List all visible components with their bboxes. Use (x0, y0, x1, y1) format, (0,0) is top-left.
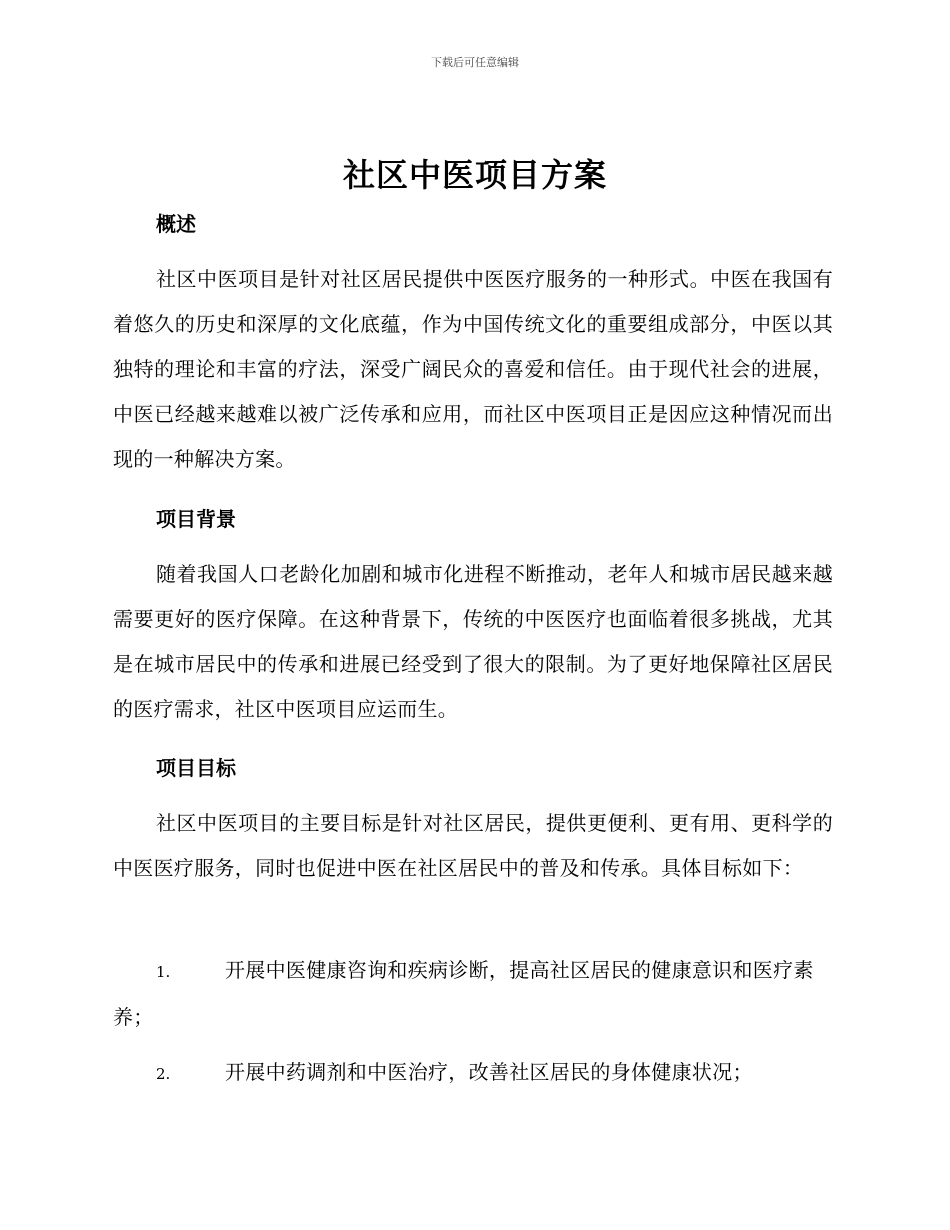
list-item-text: 开展中医健康咨询和疾病诊断，提高社区居民的健康意识和医疗素养； (113, 958, 814, 1029)
list-item-number: 1. (156, 963, 171, 981)
paragraph-goals: 社区中医项目的主要目标是针对社区居民，提供更便利、更有用、更科学的中医医疗服务，同时也促进中医在社区居民中的普及和传承。具体目标如下： (113, 811, 833, 880)
header-note: 下载后可任意编辑 (431, 56, 519, 69)
section-heading-background: 项目背景 (156, 507, 236, 531)
section-heading-goals: 项目目标 (156, 756, 236, 780)
section-heading-overview: 概述 (156, 212, 196, 236)
paragraph-background: 随着我国人口老龄化加剧和城市化进程不断推动，老年人和城市居民越来越需要更好的医疗保障。在这种背景下，传统的中医医疗也面临着很多挑战，尤其是在城市居民中的传承和进展已经受到了很大的限制。为了更好地保障社区居民的医疗需求，社区中医项目应运而生。 (113, 562, 833, 721)
list-item-number: 2. (156, 1065, 171, 1083)
document-title: 社区中医项目方案 (342, 156, 607, 194)
paragraph-overview: 社区中医项目是针对社区居民提供中医医疗服务的一种形式。中医在我国有着悠久的历史和深厚的文化底蕴，作为中国传统文化的重要组成部分，中医以其独特的理论和丰富的疗法，深受广阔民众的喜爱和信任。由于现代社会的进展，中医已经越来越难以被广泛传承和应用，而社区中医项目正是因应这种情况而出现的一种解决方案。 (113, 267, 833, 471)
list-item (113, 1050, 833, 1097)
list-item-text: 开展中药调剂和中医治疗，改善社区居民的身体健康状况； (225, 1060, 753, 1084)
list-item (113, 948, 833, 1040)
